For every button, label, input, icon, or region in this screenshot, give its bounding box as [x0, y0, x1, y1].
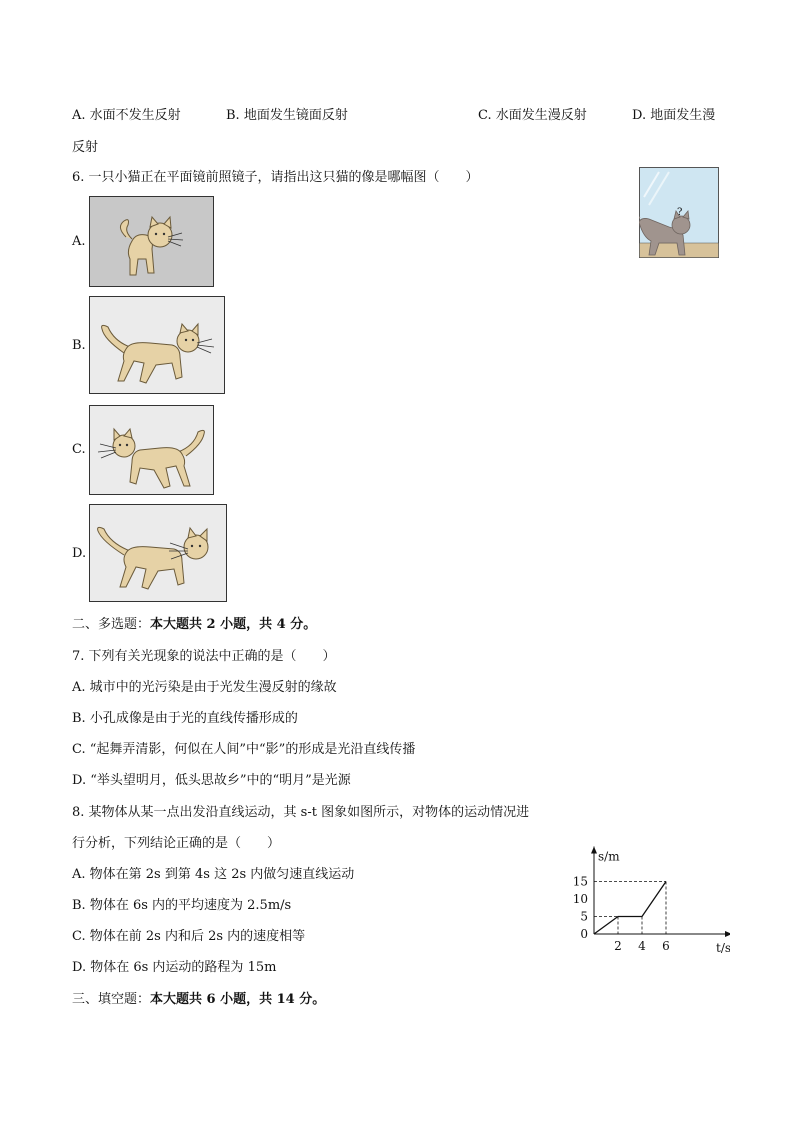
x-tick-label: 6: [662, 939, 670, 953]
y-axis-arrow: [591, 847, 597, 854]
series-line: [594, 882, 666, 935]
y-tick-label: 15: [572, 874, 588, 889]
q6-stem: 6. 一只小猫正在平面镜前照镜子，请指出这只猫的像是哪幅图（ ）: [72, 170, 479, 185]
q6-option-b-label: B.: [72, 338, 86, 353]
question-mark-label: ?: [677, 207, 683, 218]
y-tick-label: 5: [580, 909, 588, 924]
q6-option-c-image: [89, 405, 214, 495]
q6-option-b-image: [89, 296, 225, 394]
mirror-cat-illustration: [639, 167, 719, 258]
section-3-prefix: 三、填空题：: [72, 992, 151, 1007]
section-3-heading: [72, 988, 325, 1007]
q8-stem-line2: 行分析，下列结论正确的是（ ）: [72, 836, 281, 851]
x-tick-label: 4: [638, 939, 646, 953]
x-tick-label: 2: [614, 939, 622, 953]
y-tick-label: 10: [572, 892, 588, 906]
st-graph: [570, 798, 730, 964]
q8-stem-line1: 8. 某物体从某一点出发沿直线运动，其 s-t 图象如图所示，对物体的运动情况进: [72, 805, 530, 820]
section-2-desc: 本大题共 2 小题，共 4 分。: [150, 617, 317, 632]
q7-option-d: D. “举头望明月，低头思故乡”中的“明月”是光源: [72, 773, 351, 788]
q8-option-c: C. 物体在前 2s 内和后 2s 内的速度相等: [72, 929, 306, 944]
q6-option-a-label: A.: [72, 234, 86, 249]
q6-option-d-label: D.: [72, 546, 87, 561]
q6-option-c-label: C.: [72, 442, 86, 457]
section-3-desc: 本大题共 6 小题，共 14 分。: [150, 992, 326, 1007]
section-2-prefix: 二、多选题：: [72, 617, 151, 632]
q8-option-a: A. 物体在第 2s 到第 4s 这 2s 内做匀速直线运动: [72, 867, 355, 882]
y-axis-label: s/m: [598, 849, 620, 864]
section-2-heading: [72, 613, 316, 632]
y-tick-label: 0: [580, 927, 588, 941]
q5-option-d: D. 地面发生漫: [632, 108, 716, 123]
x-axis-label: t/s: [716, 941, 730, 955]
x-axis-arrow: [725, 931, 730, 937]
q7-option-a: A. 城市中的光污染是由于光发生漫反射的缘故: [72, 680, 337, 695]
q6-option-d-image: [89, 504, 227, 602]
q8-option-b: B. 物体在 6s 内的平均速度为 2.5m/s: [72, 898, 292, 913]
q6-option-a-image: [89, 196, 214, 287]
q5-option-b: B. 地面发生镜面反射: [226, 108, 348, 123]
q5-option-a: A. 水面不发生反射: [72, 108, 181, 123]
q5-option-d-cont: 反射: [72, 140, 99, 155]
q7-stem: 7. 下列有关光现象的说法中正确的是（ ）: [72, 649, 336, 664]
q7-option-b: B. 小孔成像是由于光的直线传播形成的: [72, 711, 298, 726]
q8-option-d: D. 物体在 6s 内运动的路程为 15m: [72, 960, 277, 975]
q7-option-c: C. “起舞弄清影，何似在人间”中“影”的形成是光沿直线传播: [72, 742, 416, 757]
q5-option-c: C. 水面发生漫反射: [478, 108, 587, 123]
